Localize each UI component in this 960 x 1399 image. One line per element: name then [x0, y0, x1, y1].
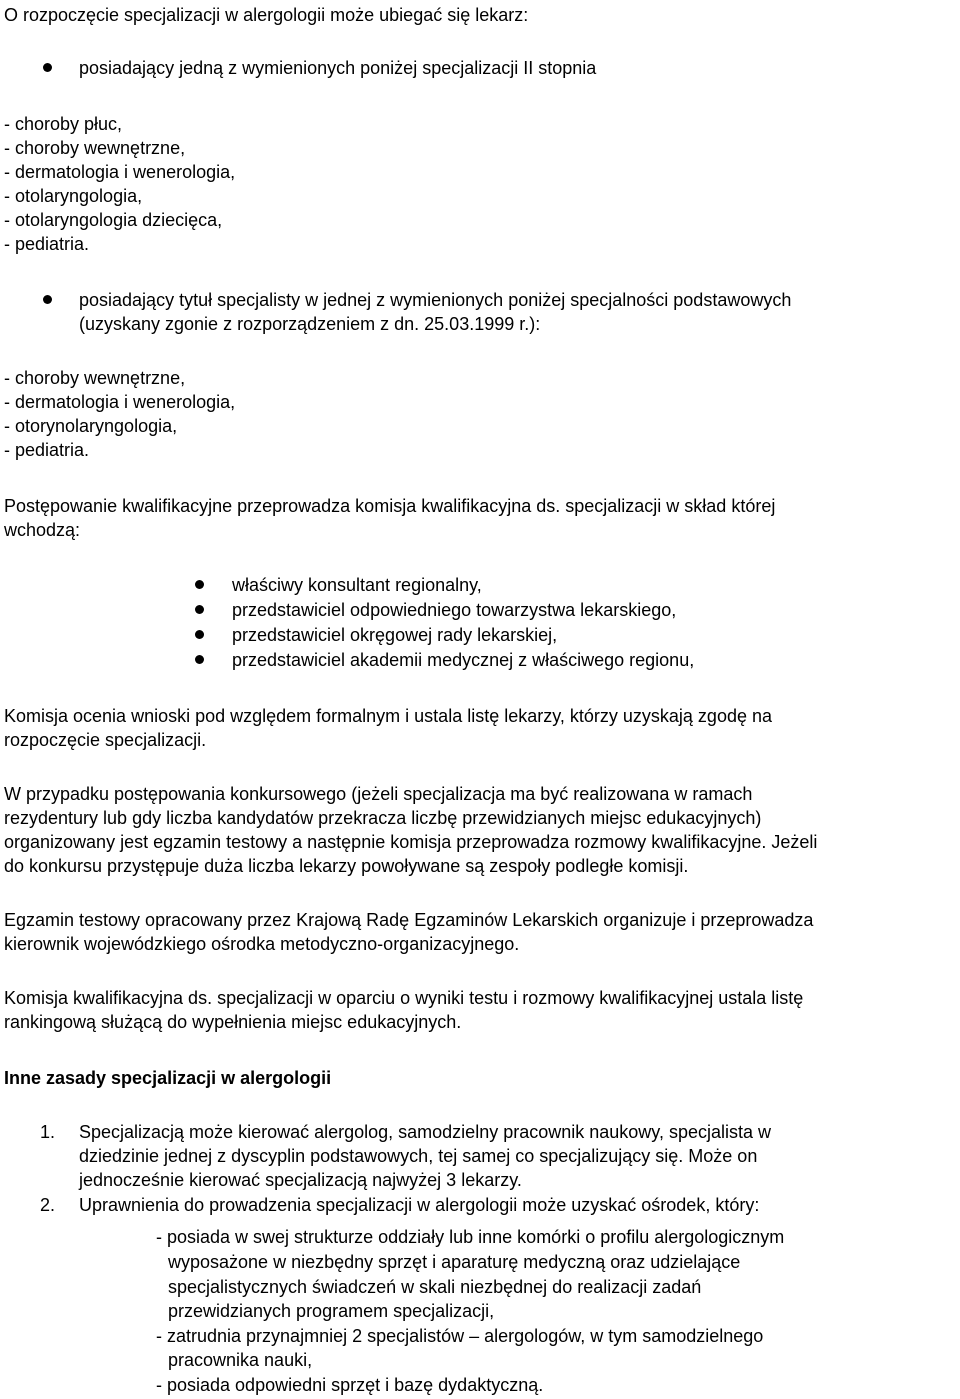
sub-item-line: - zatrudnia przynajmniej 2 specjalistów – alergologów, w tym samodzielnego	[156, 1326, 764, 1346]
list-item: - dermatologia i wenerologia,	[4, 392, 236, 412]
paragraph-line: rozpoczęcie specjalizacji.	[4, 730, 207, 750]
member-item: przedstawiciel odpowiedniego towarzystwa lekarskiego,	[232, 600, 677, 620]
numbered-line: Uprawnienia do prowadzenia specjalizacji w alergologii może uzyskać ośrodek, który:	[79, 1195, 760, 1215]
member-item: przedstawiciel akademii medycznej z właściwego regionu,	[232, 650, 695, 670]
list-item: - choroby wewnętrzne,	[4, 138, 186, 158]
paragraph-line: rankingową służącą do wypełnienia miejsc edukacyjnych.	[4, 1012, 462, 1032]
list-item: - otolaryngologia,	[4, 186, 143, 206]
sub-item-line: przewidzianych programem specjalizacji,	[168, 1301, 495, 1321]
paragraph-line: Komisja kwalifikacyjna ds. specjalizacji w oparciu o wyniki testu i rozmowy kwalifikacyjnej ustala listę	[4, 988, 804, 1008]
sub-item-line: specjalistycznych świadczeń w skali niezbędnej do realizacji zadań	[168, 1277, 702, 1297]
bullet-icon	[195, 605, 204, 614]
bullet-icon	[195, 655, 204, 664]
sub-item-line: - posiada odpowiedni sprzęt i bazę dydaktyczną.	[156, 1375, 544, 1395]
list-item: - dermatologia i wenerologia,	[4, 162, 236, 182]
member-item: właściwy konsultant regionalny,	[232, 575, 482, 595]
numbered-line: Specjalizacją może kierować alergolog, samodzielny pracownik naukowy, specjalista w	[79, 1122, 771, 1142]
bullet-2-line: (uzyskany zgonie z rozporządzeniem z dn. 25.03.1999 r.):	[79, 314, 541, 334]
list-item: - otolaryngologia dziecięca,	[4, 210, 223, 230]
paragraph-line: Postępowanie kwalifikacyjne przeprowadza komisja kwalifikacyjna ds. specjalizacji w skład której	[4, 496, 776, 516]
bullet-icon	[43, 295, 52, 304]
sub-item-line: wyposażone w niezbędny sprzęt i aparaturę medyczną oraz udzielające	[168, 1252, 741, 1272]
list-number: 1.	[40, 1122, 56, 1142]
section-heading: Inne zasady specjalizacji w alergologii	[4, 1068, 332, 1088]
numbered-line: dziedzinie jednej z dyscyplin podstawowych, tej samej co specjalizujący się. Może on	[79, 1146, 758, 1166]
paragraph-line: do konkursu przystępuje duża liczba lekarzy powoływane są zespoły podległe komisji.	[4, 856, 689, 876]
list-item: - choroby płuc,	[4, 114, 123, 134]
paragraph-line: Komisja ocenia wnioski pod względem formalnym i ustala listę lekarzy, którzy uzyskają zgodę na	[4, 706, 772, 726]
bullet-icon	[195, 630, 204, 639]
paragraph-line: kierownik wojewódzkiego ośrodka metodyczno-organizacyjnego.	[4, 934, 520, 954]
paragraph-line: W przypadku postępowania konkursowego (jeżeli specjalizacja ma być realizowana w ramach	[4, 784, 753, 804]
intro-text: O rozpoczęcie specjalizacji w alergologii może ubiegać się lekarz:	[4, 5, 529, 25]
paragraph-line: organizowany jest egzamin testowy a następnie komisja przeprowadza rozmowy kwalifikacyjne. Jeżeli	[4, 832, 818, 852]
bullet-1-text: posiadający jedną z wymienionych poniżej specjalizacji II stopnia	[79, 58, 597, 78]
numbered-line: jednocześnie kierować specjalizacją najwyżej 3 lekarzy.	[79, 1170, 522, 1190]
bullet-icon	[195, 580, 204, 589]
paragraph-line: rezydentury lub gdy liczba kandydatów przekracza liczbę przewidzianych miejsc edukacyjnych)	[4, 808, 762, 828]
member-item: przedstawiciel okręgowej rady lekarskiej,	[232, 625, 558, 645]
list-item: - pediatria.	[4, 440, 90, 460]
sub-item-line: - posiada w swej strukturze oddziały lub inne komórki o profilu alergologicznym	[156, 1227, 785, 1247]
list-number: 2.	[40, 1195, 56, 1215]
list-item: - otorynolaryngologia,	[4, 416, 178, 436]
bullet-icon	[43, 63, 52, 72]
sub-item-line: pracownika nauki,	[168, 1350, 313, 1370]
list-item: - choroby wewnętrzne,	[4, 368, 186, 388]
paragraph-line: wchodzą:	[4, 520, 81, 540]
list-item: - pediatria.	[4, 234, 90, 254]
bullet-2-line: posiadający tytuł specjalisty w jednej z wymienionych poniżej specjalności podstawowych	[79, 290, 792, 310]
paragraph-line: Egzamin testowy opracowany przez Krajową Radę Egzaminów Lekarskich organizuje i przeprowadza	[4, 910, 814, 930]
